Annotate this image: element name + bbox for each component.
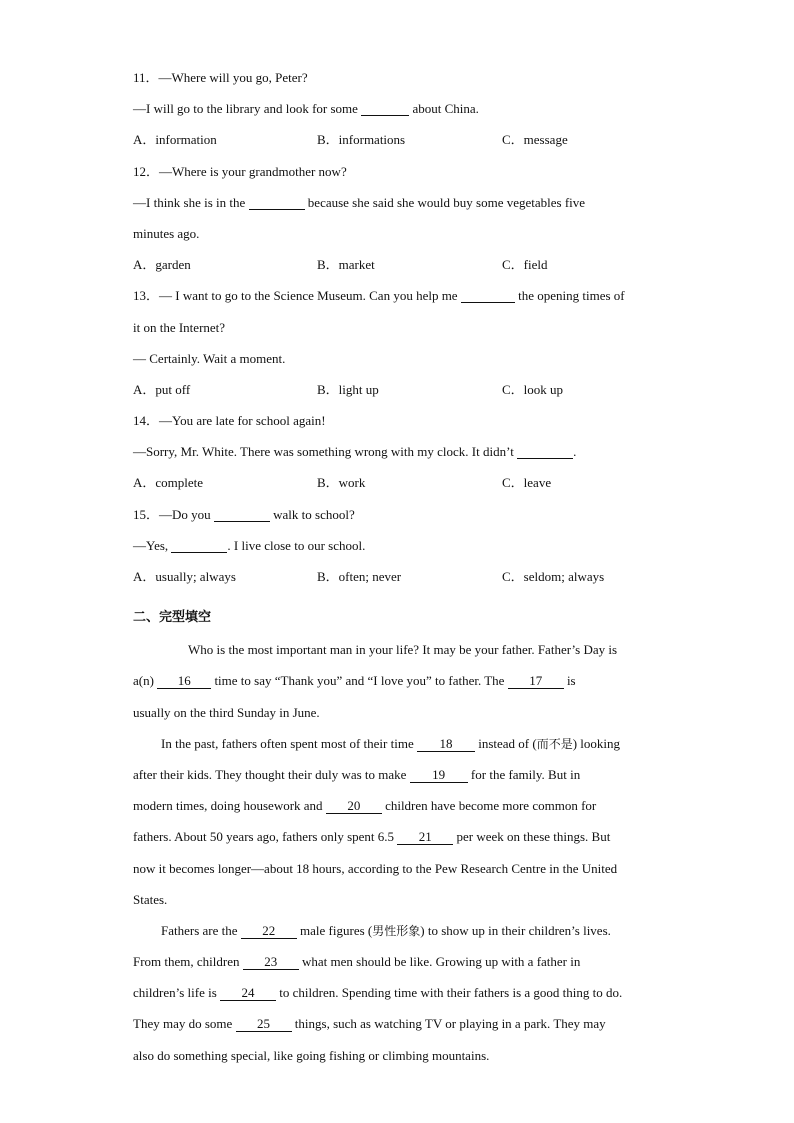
passage-line: a(n) 16 time to say “Thank you” and “I love you” to father. The 17 is [133,673,576,689]
option-c[interactable]: C．leave [502,475,552,491]
passage-line: In the past, fathers often spent most of their time 18 instead of (而不是) looking [161,735,621,751]
question-11-options [133,124,673,155]
option-c[interactable]: C．seldom; always [502,569,605,584]
worksheet-page [133,62,673,1071]
cloze-blank-18[interactable]: 18 [417,736,475,752]
passage-line: modern times, doing housework and 20 children have become more common for [133,798,597,814]
option-b[interactable]: B．work [317,475,366,491]
question-14-line: —Sorry, Mr. White. There was something wrong with my clock. It didn’t . [133,444,577,460]
passage-line: Fathers are the 22 male figures (男性形象) to show up in their children’s lives. [161,922,611,938]
answer-blank[interactable] [461,288,515,303]
cloze-blank-25[interactable]: 25 [236,1016,292,1032]
passage-line: fathers. About 50 years ago, fathers only spent 6.5 21 per week on these things. But [133,829,611,845]
option-b[interactable]: B．informations [317,132,406,148]
question-11: 11．—Where will you go, Peter? [133,70,308,85]
question-13-line: it on the Internet? [133,319,226,335]
question-12-options [133,249,673,280]
passage-line: also do something special, like going fishing or climbing mountains. [133,1047,490,1063]
question-15: 15．—Do you walk to school? [133,506,355,522]
answer-blank[interactable] [517,444,573,459]
cloze-blank-16[interactable]: 16 [157,673,211,689]
passage-line: now it becomes longer—about 18 hours, according to the Pew Research Centre in the United [133,860,618,876]
cloze-blank-23[interactable]: 23 [243,954,299,970]
option-a[interactable]: A．information [133,132,217,148]
answer-blank[interactable] [171,538,227,553]
question-13-options [133,374,673,405]
passage-line: States. [133,891,168,907]
cloze-blank-20[interactable]: 20 [326,798,382,814]
passage-line: after their kids. They thought their duly was to make 19 for the family. But in [133,766,581,782]
section-title: 二、完型填空 [133,610,212,626]
question-12-line: —I think she is in the because she said she would buy some vegetables five [133,194,586,210]
passage-line: Who is the most important man in your life? It may be your father. Father’s Day is [188,642,618,658]
cloze-blank-22[interactable]: 22 [241,923,297,939]
question-12: 12．—Where is your grandmother now? [133,163,347,179]
option-b[interactable]: B．light up [317,381,379,397]
passage-line: From them, children 23 what men should be like. Growing up with a father in [133,954,581,970]
option-a[interactable]: A．usually; always [133,569,236,584]
option-c[interactable]: C．message [502,132,568,148]
passage-line: usually on the third Sunday in June. [133,704,320,720]
option-b[interactable]: B．often; never [317,569,402,584]
option-b[interactable]: B．market [317,257,375,273]
answer-blank[interactable] [249,195,305,210]
cloze-blank-21[interactable]: 21 [397,829,453,845]
question-14-options [133,467,673,498]
question-14: 14．—You are late for school again! [133,413,326,429]
cloze-passage [133,634,673,1071]
passage-line: They may do some 25 things, such as watching TV or playing in a park. They may [133,1016,606,1032]
question-15-options [133,561,673,592]
answer-blank[interactable] [361,101,409,116]
question-12-line: minutes ago. [133,225,200,241]
question-11-line: —I will go to the library and look for some about China. [133,101,479,117]
cloze-blank-17[interactable]: 17 [508,673,564,689]
question-13: 13．— I want to go to the Science Museum. Can you help me the opening times of [133,288,625,304]
option-c[interactable]: C．look up [502,381,564,397]
question-13-line: — Certainly. Wait a moment. [133,350,286,366]
option-a[interactable]: A．put off [133,381,191,397]
option-a[interactable]: A．garden [133,257,191,273]
cloze-blank-24[interactable]: 24 [220,985,276,1001]
cloze-blank-19[interactable]: 19 [410,767,468,783]
option-c[interactable]: C．field [502,257,548,273]
answer-blank[interactable] [214,507,270,522]
passage-line: children’s life is 24 to children. Spending time with their fathers is a good thing to do. [133,985,623,1001]
question-15-line: —Yes, . I live close to our school. [133,537,366,553]
option-a[interactable]: A．complete [133,475,204,491]
